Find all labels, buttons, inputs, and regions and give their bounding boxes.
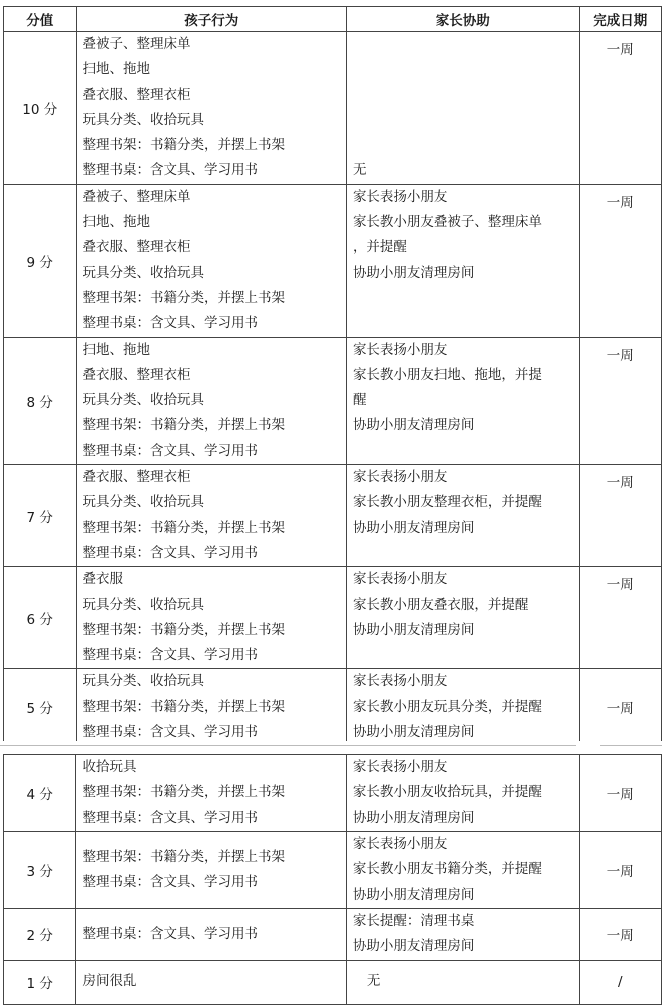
parent-assist-cell (346, 567, 579, 669)
child-line: 玩具分类、收拾玩具 (82, 264, 204, 281)
child-line: 整理书桌：含文具、学习用书 (82, 162, 258, 179)
child-line: 整理书架：书籍分类，并摆上书架 (82, 698, 285, 715)
parent-line: 家长教小朋友叠衣服，并提醒 (352, 596, 529, 613)
parent-line: 家长教小朋友玩具分类，并提醒 (352, 698, 542, 715)
child-line: 叠衣服、整理衣柜 (82, 86, 191, 103)
parent-assist-cell (346, 832, 579, 909)
parent-line: 协助小朋友清理房间 (352, 886, 475, 903)
parent-line: 家长提醒：清理书桌 (352, 913, 475, 929)
parent-line: 协助小朋友清理房间 (352, 724, 475, 741)
score-cell: 9 分 (4, 184, 77, 337)
child-behavior-cell (76, 669, 346, 746)
parent-line: 醒 (352, 392, 367, 409)
parent-line: 家长教小朋友收拾玩具，并提醒 (352, 784, 542, 801)
child-line: 整理书桌：含文具、学习用书 (82, 724, 258, 741)
child-behavior-cell (76, 960, 346, 1004)
score-cell: 6 分 (4, 567, 77, 669)
parent-line: 家长教小朋友整理衣柜，并提醒 (352, 494, 542, 511)
header-parent-assist: 家长协助 (346, 7, 579, 32)
parent-line: 无 (366, 973, 381, 990)
score-cell: 4 分 (4, 755, 76, 832)
parent-line: 家长教小朋友叠被子、整理床单 (352, 214, 542, 231)
parent-line: 协助小朋友清理房间 (352, 519, 475, 536)
parent-line: 家长表扬小朋友 (352, 836, 448, 852)
parent-line: ，并提醒 (352, 239, 407, 256)
parent-assist-cell (346, 32, 579, 185)
child-line: 玩具分类、收拾玩具 (82, 494, 204, 511)
child-line: 整理书架：书籍分类，并摆上书架 (82, 519, 285, 536)
parent-line: 家长表扬小朋友 (352, 759, 448, 775)
child-line: 叠衣服、整理衣柜 (82, 239, 191, 256)
child-line: 扫地、拖地 (82, 341, 150, 358)
header-row (4, 7, 662, 32)
child-line: 整理书桌：含文具、学习用书 (82, 925, 258, 942)
parent-line: 家长表扬小朋友 (352, 341, 448, 358)
parent-line: 家长教小朋友书籍分类，并提醒 (352, 861, 542, 878)
child-line: 玩具分类、收拾玩具 (82, 111, 204, 128)
date-cell: 一周 (579, 337, 661, 464)
parent-line: 家长表扬小朋友 (352, 469, 448, 486)
child-behavior-cell (76, 567, 346, 669)
child-behavior-cell (76, 909, 346, 961)
child-behavior-cell (76, 832, 346, 909)
child-line: 玩具分类、收拾玩具 (82, 673, 204, 690)
header-score: 分值 (4, 7, 77, 32)
child-line: 玩具分类、收拾玩具 (82, 392, 204, 409)
child-line: 扫地、拖地 (82, 214, 150, 231)
parent-line: 协助小朋友清理房间 (352, 264, 475, 281)
child-line: 叠被子、整理床单 (82, 36, 191, 52)
parent-line: 协助小朋友清理房间 (352, 809, 475, 826)
reward-table-part1 (3, 6, 662, 746)
score-cell: 1 分 (4, 960, 76, 1004)
child-line: 叠被子、整理床单 (82, 188, 191, 205)
child-line: 整理书桌：含文具、学习用书 (82, 315, 258, 332)
parent-assist-cell (346, 184, 579, 337)
page-break (0, 741, 662, 753)
table-row (4, 909, 662, 961)
child-behavior-cell (76, 184, 346, 337)
table-row (4, 669, 662, 746)
date-cell: 一周 (579, 465, 661, 567)
child-behavior-cell (76, 337, 346, 464)
child-line: 整理书架：书籍分类，并摆上书架 (82, 621, 285, 638)
score-cell: 10 分 (4, 32, 77, 185)
table-row (4, 567, 662, 669)
table-row (4, 337, 662, 464)
page-break-line (0, 745, 576, 746)
child-line: 房间很乱 (82, 973, 137, 990)
score-cell: 3 分 (4, 832, 76, 909)
header-completion-date: 完成日期 (579, 7, 661, 32)
date-cell: / (579, 960, 661, 1004)
child-line: 叠衣服、整理衣柜 (82, 366, 191, 383)
table-row (4, 32, 662, 185)
child-line: 收拾玩具 (82, 759, 137, 775)
child-line: 整理书桌：含文具、学习用书 (82, 442, 258, 459)
parent-line: 协助小朋友清理房间 (352, 417, 475, 434)
date-cell: 一周 (579, 755, 661, 832)
parent-assist-cell (346, 465, 579, 567)
parent-assist-cell (346, 755, 579, 832)
parent-line: 家长教小朋友扫地、拖地，并提 (352, 366, 542, 383)
table-row (4, 832, 662, 909)
child-line: 整理书架：书籍分类，并摆上书架 (82, 784, 285, 801)
parent-line: 协助小朋友清理房间 (352, 938, 475, 955)
child-behavior-cell (76, 32, 346, 185)
child-line: 整理书架：书籍分类，并摆上书架 (82, 137, 285, 154)
page-break-line (600, 745, 662, 746)
table-row (4, 755, 662, 832)
child-line: 整理书架：书籍分类，并摆上书架 (82, 417, 285, 434)
child-behavior-cell (76, 465, 346, 567)
date-cell: 一周 (579, 32, 661, 185)
score-cell: 8 分 (4, 337, 77, 464)
child-line: 整理书桌：含文具、学习用书 (82, 544, 258, 561)
header-child-behavior: 孩子行为 (76, 7, 346, 32)
date-cell: 一周 (579, 567, 661, 669)
date-cell: 一周 (579, 909, 661, 961)
score-cell: 2 分 (4, 909, 76, 961)
child-line: 叠衣服、整理衣柜 (82, 469, 191, 486)
child-line: 整理书架：书籍分类，并摆上书架 (82, 289, 285, 306)
child-behavior-cell (76, 755, 346, 832)
parent-line: 家长表扬小朋友 (352, 571, 448, 588)
child-line: 整理书桌：含文具、学习用书 (82, 647, 258, 664)
child-line: 玩具分类、收拾玩具 (82, 596, 204, 613)
date-cell: 一周 (579, 669, 661, 746)
score-cell: 5 分 (4, 669, 77, 746)
parent-assist-cell (346, 669, 579, 746)
child-line: 整理书桌：含文具、学习用书 (82, 874, 258, 890)
parent-line: 家长表扬小朋友 (352, 188, 448, 205)
parent-line: 协助小朋友清理房间 (352, 621, 475, 638)
child-line: 整理书架：书籍分类，并摆上书架 (82, 848, 285, 865)
child-line: 扫地、拖地 (82, 61, 150, 78)
table-row (4, 960, 662, 1004)
child-line: 整理书桌：含文具、学习用书 (82, 809, 258, 826)
parent-line: 无 (352, 162, 367, 179)
parent-assist-cell (346, 909, 579, 961)
child-line: 叠衣服 (82, 571, 123, 588)
date-cell: 一周 (579, 832, 661, 909)
table-row (4, 184, 662, 337)
date-cell: 一周 (579, 184, 661, 337)
score-cell: 7 分 (4, 465, 77, 567)
table-row (4, 465, 662, 567)
parent-line: 家长表扬小朋友 (352, 673, 448, 690)
reward-table-part2 (3, 754, 662, 1005)
parent-assist-cell (346, 960, 579, 1004)
parent-assist-cell (346, 337, 579, 464)
